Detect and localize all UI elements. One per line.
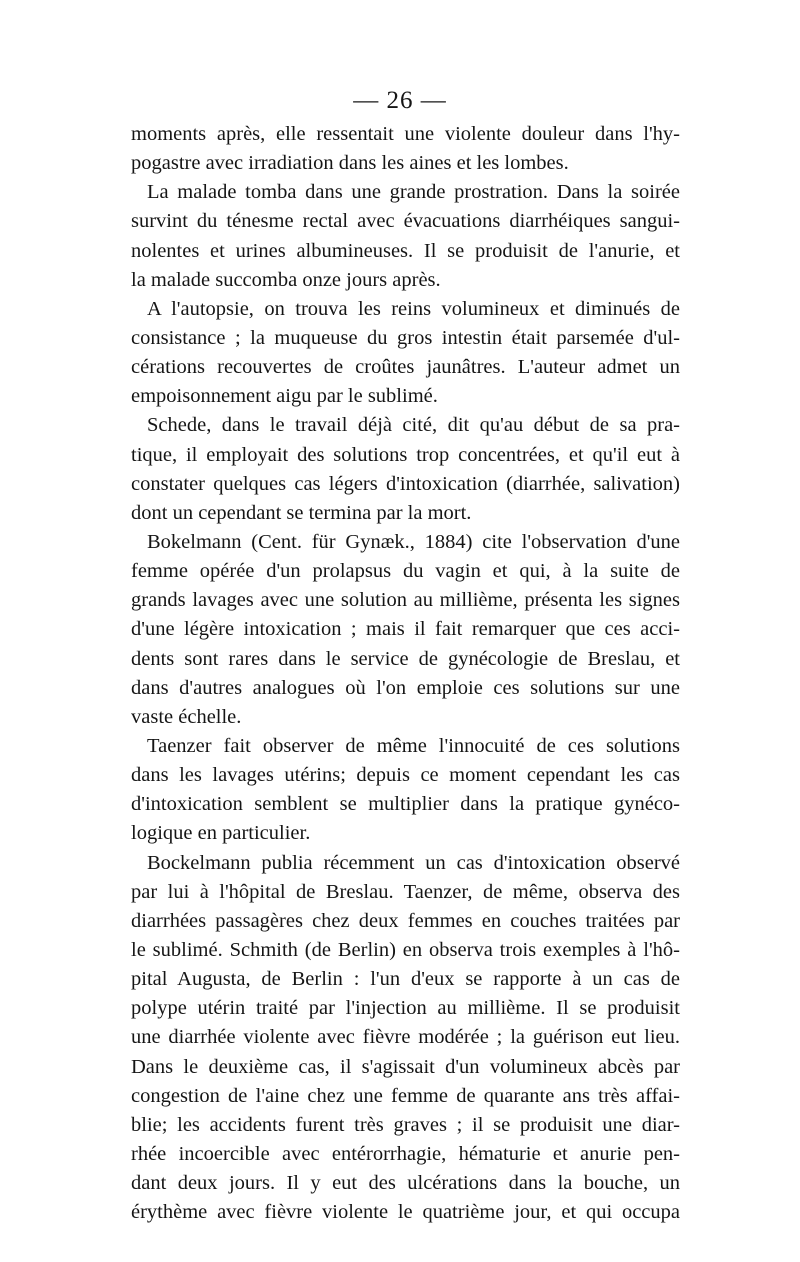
text-line: dents sont rares dans le service de gynécologie de Breslau, et xyxy=(131,647,680,670)
text-line: Bockelmann publia récemment un cas d'intoxication observé xyxy=(147,851,680,874)
text-line: dant deux jours. Il y eut des ulcérations dans la bouche, un xyxy=(131,1172,680,1195)
text-line: Taenzer fait observer de même l'innocuité de ces solutions xyxy=(147,734,680,757)
text-line: constater quelques cas légers d'intoxication (diarrhée, salivation) xyxy=(131,472,680,495)
page-number: — 26 — xyxy=(353,87,447,114)
text-line: La malade tomba dans une grande prostration. Dans la soirée xyxy=(147,181,680,204)
text-line: d'une légère intoxication ; mais il fait remarquer que ces acci- xyxy=(131,618,680,641)
text-line: blie; les accidents furent très graves ; il se produisit une diar- xyxy=(131,1113,680,1136)
text-line: dont un cependant se termina par la mort. xyxy=(131,501,472,524)
text-line: diarrhées passagères chez deux femmes en couches traitées par xyxy=(131,909,680,932)
text-line: moments après, elle ressentait une violente douleur dans l'hy- xyxy=(131,123,680,145)
text-line: nolentes et urines albumineuses. Il se produisit de l'anurie, et xyxy=(131,239,680,262)
text-line: pital Augusta, de Berlin : l'un d'eux se rapporte à un cas de xyxy=(131,968,680,991)
text-line: dans les lavages utérins; depuis ce moment cependant les cas xyxy=(131,764,680,787)
body-text xyxy=(131,120,680,1227)
text-line: A l'autopsie, on trouva les reins volumineux et diminués de xyxy=(147,297,680,320)
text-line: une diarrhée violente avec fièvre modérée ; la guérison eut lieu. xyxy=(131,1026,680,1049)
text-line: le sublimé. Schmith (de Berlin) en observa trois exemples à l'hô- xyxy=(131,938,680,961)
text-line: polype utérin traité par l'injection au millième. Il se produisit xyxy=(131,997,680,1020)
text-line: Dans le deuxième cas, il s'agissait d'un volumineux abcès par xyxy=(131,1055,680,1078)
text-line: empoisonnement aigu par le sublimé. xyxy=(131,385,438,408)
text-line: logique en particulier. xyxy=(131,822,311,845)
text-line: Bokelmann (Cent. für Gynæk., 1884) cite l'observation d'une xyxy=(147,530,680,553)
text-line: dans d'autres analogues où l'on emploie ces solutions sur une xyxy=(131,676,680,699)
text-line: par lui à l'hôpital de Breslau. Taenzer, de même, observa des xyxy=(131,880,680,903)
text-line: la malade succomba onze jours après. xyxy=(131,268,441,291)
text-line: tique, il employait des solutions trop concentrées, et qu'il eut à xyxy=(131,443,680,466)
text-line: vaste échelle. xyxy=(131,705,242,728)
text-line: pogastre avec irradiation dans les aines et les lombes. xyxy=(131,152,569,175)
text-line: cérations recouvertes de croûtes jaunâtres. L'auteur admet un xyxy=(131,356,680,379)
text-line: consistance ; la muqueuse du gros intestin était parsemée d'ul- xyxy=(131,326,680,349)
text-line: Schede, dans le travail déjà cité, dit qu'au début de sa pra- xyxy=(147,414,680,437)
text-line: grands lavages avec une solution au millième, présenta les signes xyxy=(131,589,680,612)
text-line: rhée incoercible avec entérorrhagie, hématurie et anurie pen- xyxy=(131,1142,680,1165)
text-line: d'intoxication semblent se multiplier dans la pratique gynéco- xyxy=(131,793,680,816)
text-line: femme opérée d'un prolapsus du vagin et qui, à la suite de xyxy=(131,560,680,583)
text-line: congestion de l'aine chez une femme de quarante ans très affai- xyxy=(131,1084,680,1107)
text-line: érythème avec fièvre violente le quatrième jour, et qui occupa xyxy=(131,1201,680,1224)
text-line: survint du ténesme rectal avec évacuations diarrhéiques sangui- xyxy=(131,210,680,233)
